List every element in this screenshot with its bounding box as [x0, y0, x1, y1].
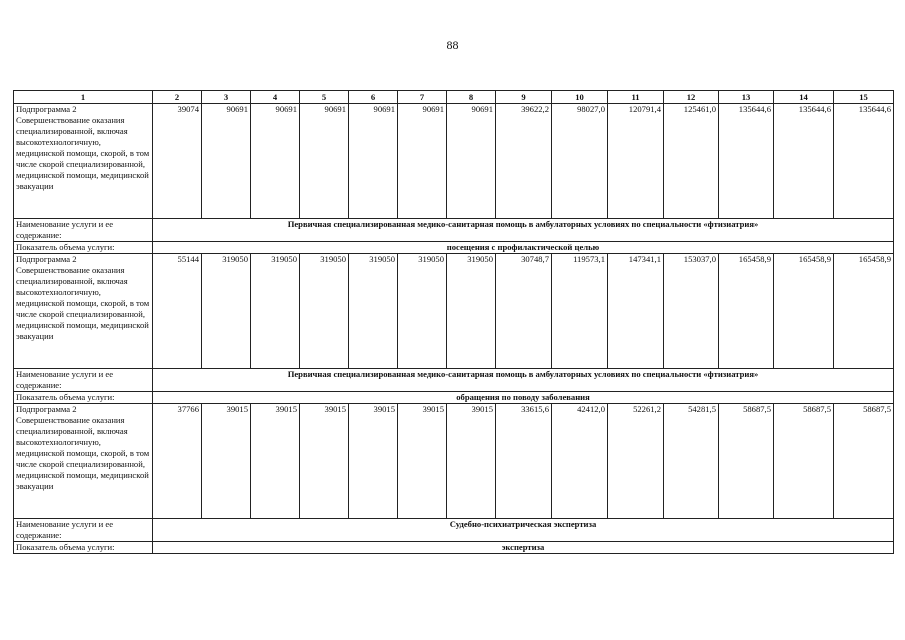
value-cell: 147341,1 [608, 254, 664, 369]
indicator-row [14, 542, 894, 554]
value-cell: 135644,6 [774, 104, 834, 219]
value-cell: 125461,0 [664, 104, 719, 219]
column-header: 1 [14, 91, 153, 104]
service-row [14, 219, 894, 242]
value-cell: 119573,1 [552, 254, 608, 369]
indicator-label: Показатель объема услуги: [14, 542, 153, 554]
value-cell: 37766 [153, 404, 202, 519]
value-cell: 58687,5 [719, 404, 774, 519]
value-cell: 319050 [398, 254, 447, 369]
value-cell: 135644,6 [834, 104, 894, 219]
program-name-cell: Подпрограмма 2 Совершенствование оказания специализированной, включая высокотехнологичную, медицинской помощи, скорой, в том числе скорой специализированной, медицинской помощи, медицинской эвакуации [14, 104, 153, 219]
value-cell: 30748,7 [496, 254, 552, 369]
value-cell: 135644,6 [719, 104, 774, 219]
value-cell: 165458,9 [774, 254, 834, 369]
column-header: 8 [447, 91, 496, 104]
value-cell: 120791,4 [608, 104, 664, 219]
table-row [14, 254, 894, 369]
value-cell: 319050 [251, 254, 300, 369]
value-cell: 39015 [349, 404, 398, 519]
value-cell: 319050 [349, 254, 398, 369]
value-cell: 39074 [153, 104, 202, 219]
column-header: 4 [251, 91, 300, 104]
value-cell: 39015 [202, 404, 251, 519]
service-label: Наименование услуги и ее содержание: [14, 219, 153, 242]
column-header: 7 [398, 91, 447, 104]
service-row [14, 369, 894, 392]
service-value: Первичная специализированная медико-санитарная помощь в амбулаторных условиях по специальности «фтизиатрия» [153, 219, 894, 242]
table-row [14, 404, 894, 519]
value-cell: 39622,2 [496, 104, 552, 219]
value-cell: 153037,0 [664, 254, 719, 369]
indicator-row [14, 392, 894, 404]
column-header: 5 [300, 91, 349, 104]
value-cell: 90691 [251, 104, 300, 219]
column-header: 6 [349, 91, 398, 104]
value-cell: 39015 [398, 404, 447, 519]
page-number: 88 [446, 38, 459, 52]
value-cell: 52261,2 [608, 404, 664, 519]
value-cell: 90691 [349, 104, 398, 219]
value-cell: 98027,0 [552, 104, 608, 219]
value-cell: 39015 [447, 404, 496, 519]
program-name-cell: Подпрограмма 2 Совершенствование оказания специализированной, включая высокотехнологичную, медицинской помощи, скорой, в том числе скорой специализированной, медицинской помощи, медицинской эвакуации [14, 254, 153, 369]
service-label: Наименование услуги и ее содержание: [14, 369, 153, 392]
column-header: 15 [834, 91, 894, 104]
value-cell: 90691 [447, 104, 496, 219]
value-cell: 33615,6 [496, 404, 552, 519]
services-table [13, 90, 894, 554]
column-header: 2 [153, 91, 202, 104]
value-cell: 54281,5 [664, 404, 719, 519]
column-header: 12 [664, 91, 719, 104]
table-row [14, 104, 894, 219]
column-header: 3 [202, 91, 251, 104]
value-cell: 42412,0 [552, 404, 608, 519]
program-name-cell: Подпрограмма 2 Совершенствование оказания специализированной, включая высокотехнологичную, медицинской помощи, скорой, в том числе скорой специализированной, медицинской помощи, медицинской эвакуации [14, 404, 153, 519]
value-cell: 319050 [202, 254, 251, 369]
indicator-value: посещения с профилактической целью [153, 242, 894, 254]
column-header: 10 [552, 91, 608, 104]
indicator-label: Показатель объема услуги: [14, 242, 153, 254]
value-cell: 90691 [202, 104, 251, 219]
value-cell: 58687,5 [774, 404, 834, 519]
value-cell: 55144 [153, 254, 202, 369]
value-cell: 319050 [447, 254, 496, 369]
indicator-value: экспертиза [153, 542, 894, 554]
indicator-value: обращения по поводу заболевания [153, 392, 894, 404]
value-cell: 39015 [251, 404, 300, 519]
value-cell: 165458,9 [834, 254, 894, 369]
indicator-row [14, 242, 894, 254]
column-header: 9 [496, 91, 552, 104]
indicator-label: Показатель объема услуги: [14, 392, 153, 404]
service-value: Судебно-психиатрическая экспертиза [153, 519, 894, 542]
value-cell: 90691 [398, 104, 447, 219]
value-cell: 90691 [300, 104, 349, 219]
service-label: Наименование услуги и ее содержание: [14, 519, 153, 542]
service-row [14, 519, 894, 542]
header-row [14, 91, 894, 104]
value-cell: 58687,5 [834, 404, 894, 519]
column-header: 11 [608, 91, 664, 104]
value-cell: 165458,9 [719, 254, 774, 369]
service-value: Первичная специализированная медико-санитарная помощь в амбулаторных условиях по специальности «фтизиатрия» [153, 369, 894, 392]
column-header: 13 [719, 91, 774, 104]
column-header: 14 [774, 91, 834, 104]
value-cell: 39015 [300, 404, 349, 519]
value-cell: 319050 [300, 254, 349, 369]
